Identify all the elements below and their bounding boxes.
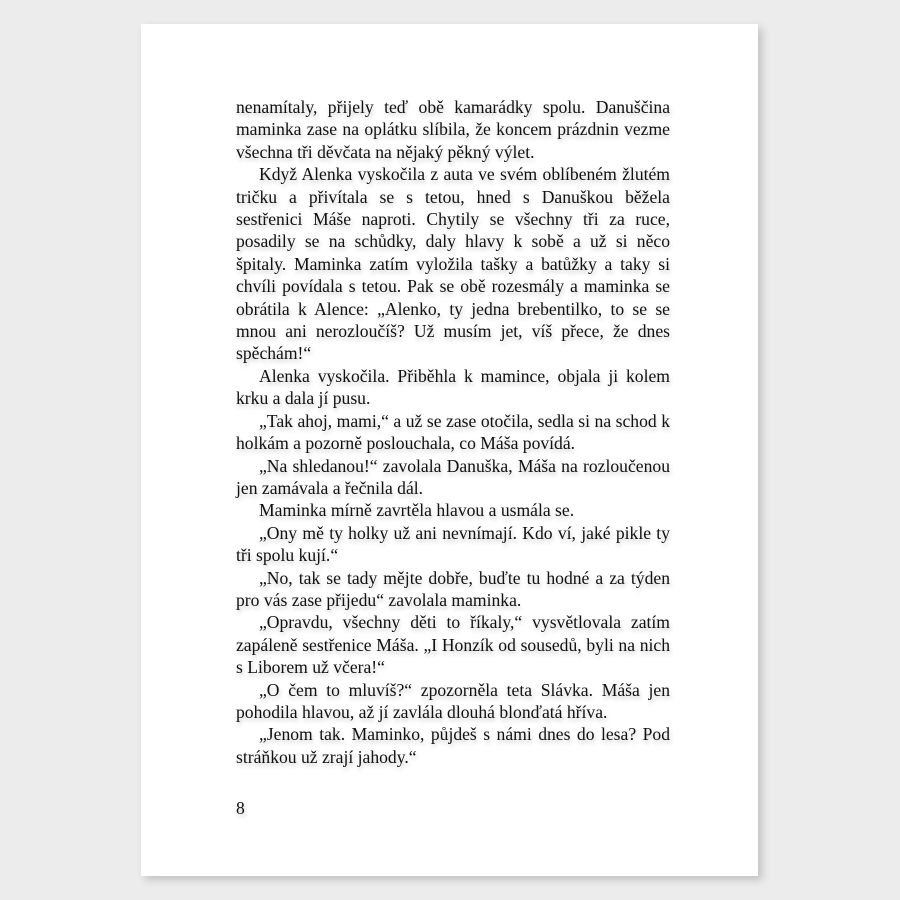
paragraph: „Opravdu, všechny děti to říkaly,“ vysvětlovala zatím zapáleně sestřenice Máša. „I Honzík od sousedů, byli na nich s Liborem už včera!“ bbox=[236, 612, 670, 678]
paragraph: „Jenom tak. Maminko, půjdeš s námi dnes do lesa? Pod stráňkou už zrají jahody.“ bbox=[236, 724, 670, 767]
book-page bbox=[141, 24, 758, 876]
body-text bbox=[236, 96, 670, 768]
paragraph: Alenka vyskočila. Přiběhla k mamince, objala ji kolem krku a dala jí pusu. bbox=[236, 365, 670, 409]
paragraph: „No, tak se tady mějte dobře, buďte tu hodné a za týden pro vás zase přijedu“ zavolala maminka. bbox=[236, 567, 670, 610]
paragraph-continuation: nenamítaly, přijely teď obě kamarádky spolu. Danuščina maminka zase na oplátku slíbila, že koncem prázdnin vezme všechna tři děvčata na nějaký pěkný výlet. bbox=[236, 97, 670, 162]
paragraph: „Na shledanou!“ zavolala Danuška, Máša na rozloučenou jen zamávala a řečnila dál. bbox=[236, 455, 670, 498]
paragraph: Maminka mírně zavrtěla hlavou a usmála se. bbox=[259, 500, 575, 521]
paragraph: Když Alenka vyskočila z auta ve svém oblíbeném žlutém tričku a přivítala se s tetou, hned s Danuškou běžela sestřenici Máše naproti. Chytily se všechny tři za ruce, posadily se na schůdky, daly hlavy k sobě a už si něco špitaly. Maminka zatím vyložila tašky a batůžky a taky si chvíli povídala s tetou. Pak se obě rozesmály a maminka se obrátila k Alence: „Alenko, ty jedna brebentilko, to se se mnou ani nerozloučíš? Už musím jet, víš přece, že dnes spěchám!“ bbox=[236, 164, 670, 364]
page-number: 8 bbox=[236, 798, 245, 818]
paragraph: „Tak ahoj, mami,“ a už se zase otočila, sedla si na schod k holkám a pozorně poslouchala, co Máša povídá. bbox=[236, 410, 670, 454]
paragraph: „Ony mě ty holky už ani nevnímají. Kdo ví, jaké pikle ty tři spolu kují.“ bbox=[236, 522, 670, 566]
paragraph: „O čem to mluvíš?“ zpozorněla teta Slávka. Máša jen pohodila hlavou, až jí zavlála dlouhá blonďatá hříva. bbox=[236, 679, 670, 722]
